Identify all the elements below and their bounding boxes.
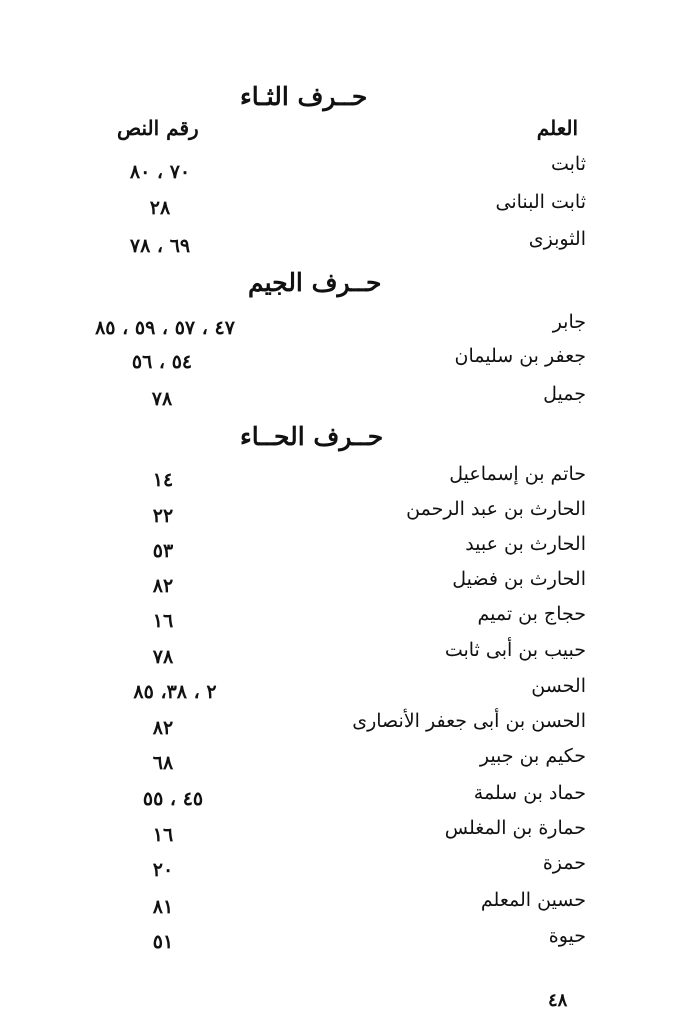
- entry-numbers: ٤٥ ، ٥٥: [142, 788, 204, 810]
- entry-numbers: ١٦: [152, 610, 174, 632]
- entry-name: حماد بن سلمة: [473, 782, 586, 804]
- entry-numbers: ٦٩ ، ٧٨: [129, 235, 191, 257]
- entry-numbers: ٧٨: [151, 388, 173, 410]
- entry-name: جابر: [552, 311, 586, 333]
- entry-numbers: ٨١: [152, 896, 174, 918]
- entry-name: حاتم بن إسماعيل: [449, 463, 586, 485]
- entry-numbers: ٤٧ ، ٥٧ ، ٥٩ ، ٨٥: [95, 317, 235, 339]
- entry-name: الحسن: [531, 675, 586, 697]
- entry-numbers: ٥٤ ، ٥٦: [131, 351, 193, 373]
- column-header-text-number: رقم النص: [117, 116, 199, 140]
- section-heading-ha: حــرف الحــاء: [240, 422, 384, 451]
- page-number: ٤٨: [548, 990, 568, 1011]
- entry-name: ثابت: [550, 153, 586, 175]
- entry-name: الثوبزى: [528, 228, 586, 250]
- entry-numbers: ٢٨: [149, 197, 171, 219]
- entry-numbers: ٥١: [152, 931, 174, 953]
- entry-numbers: ٦٨: [152, 752, 174, 774]
- entry-numbers: ٧٨: [152, 646, 174, 668]
- section-heading-jim: حــرف الجيم: [248, 268, 382, 297]
- entry-numbers: ٥٣: [152, 540, 174, 562]
- entry-numbers: ٢٢: [152, 505, 174, 527]
- entry-name: حكيم بن جبير: [479, 745, 586, 767]
- entry-numbers: ١٦: [152, 824, 174, 846]
- entry-name: الحارث بن فضيل: [452, 568, 586, 590]
- entry-name: حبيب بن أبى ثابت: [444, 639, 586, 661]
- entry-name: حمزة: [542, 852, 586, 874]
- entry-numbers: ٧٠ ، ٨٠: [129, 161, 191, 183]
- entry-numbers: ٨٢: [152, 575, 174, 597]
- column-header-name: العلم: [536, 116, 578, 140]
- entry-name: جعفر بن سليمان: [454, 345, 586, 367]
- entry-name: حيوة: [548, 925, 586, 947]
- entry-numbers: ٨٢: [152, 717, 174, 739]
- entry-name: جميل: [543, 383, 586, 405]
- entry-name: الحارث بن عبد الرحمن: [406, 498, 586, 520]
- entry-name: حمارة بن المغلس: [444, 817, 586, 839]
- entry-numbers: ١٤: [152, 469, 174, 491]
- entry-name: حسين المعلم: [480, 889, 586, 911]
- entry-name: الحسن بن أبى جعفر الأنصارى: [352, 710, 586, 732]
- section-heading-tha: حــرف الثـاء: [240, 82, 368, 111]
- entry-name: ثابت البنانى: [495, 191, 586, 213]
- entry-numbers: ٢ ، ٣٨، ٨٥: [133, 681, 217, 703]
- entry-name: الحارث بن عبيد: [465, 533, 586, 555]
- entry-numbers: ٢٠: [152, 859, 174, 881]
- entry-name: حجاج بن تميم: [477, 603, 586, 625]
